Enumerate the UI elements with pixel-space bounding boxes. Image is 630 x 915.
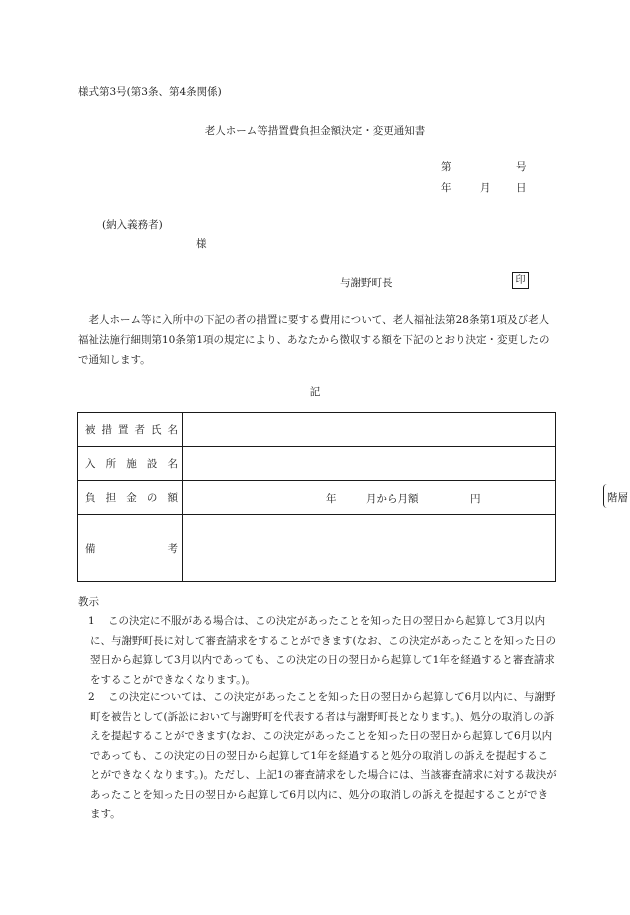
instructions-heading: 教示 [78, 596, 99, 608]
instruction-number: 2 [88, 691, 95, 703]
instruction-item [78, 612, 558, 690]
number-prefix: 第 [441, 161, 452, 173]
amount-value-cell [183, 481, 628, 515]
amount-month-label: 月から月額 [366, 493, 419, 505]
tier-label: 階層 [607, 492, 628, 504]
date-year: 年 [441, 182, 452, 194]
date-month: 月 [480, 182, 491, 194]
remarks-value-cell [183, 515, 556, 582]
amount-year: 年 [326, 493, 337, 505]
ki-heading: 記 [309, 386, 321, 398]
tier-bracket [603, 484, 630, 508]
number-suffix: 号 [516, 161, 527, 173]
row-label-remarks: 備 考 [78, 515, 183, 582]
date-day: 日 [516, 182, 527, 194]
name-value-cell [183, 413, 556, 447]
payer-label: (納入義務者) [102, 219, 163, 231]
table-row [78, 413, 556, 447]
instruction-text: この決定に不服がある場合は、この決定があったことを知った日の翌日から起算して3月以内に、与謝野町長に対して審査請求をすることができます(なお、この決定があったことを知った日の翌日から起算して3月以内であっても、この決定の日の翌日から起算して1年を経過すると審査請求をすることができなくなります。)。 [90, 615, 556, 686]
table-row [78, 515, 556, 582]
instruction-item [78, 688, 558, 825]
details-table [77, 412, 628, 582]
row-label-name: 被 措 置 者 氏 名 [78, 413, 183, 447]
payer-honorific: 様 [196, 238, 207, 250]
table-row [78, 481, 556, 515]
document-title: 老人ホーム等措置費負担金額決定・変更通知書 [204, 125, 426, 137]
form-number: 様式第3号(第3条、第4条関係) [78, 86, 222, 98]
facility-value-cell [183, 447, 556, 481]
issuer-name: 与謝野町長 [340, 277, 393, 289]
seal-mark: 印 [512, 272, 529, 289]
instruction-number: 1 [88, 615, 95, 627]
row-label-amount: 負 担 金 の 額 [78, 481, 183, 515]
row-label-facility: 入 所 施 設 名 [78, 447, 183, 481]
notice-body: 老人ホーム等に入所中の下記の者の措置に要する費用について、老人福祉法第28条第1項及び老人福祉法施行細則第10条第1項の規定により、あなたから徴収する額を下記のとおり決定・変更したので通知します。 [78, 314, 550, 366]
amount-yen: 円 [470, 493, 481, 505]
table-row [78, 447, 556, 481]
instruction-text: この決定については、この決定があったことを知った日の翌日から起算して6月以内に、与謝野町を被告として(訴訟において与謝野町を代表する者は与謝野町長となります。)、処分の取消しの訴えを提起することができます(なお、この決定があったことを知った日の翌日から起算して6月以内であっても、この決定の日の翌日から起算して1年を経過すると処分の取消しの訴えを提起することができなくなります。)。ただし、上記1の審査請求をした場合には、当該審査請求に対する裁決があったことを知った日の翌日から起算して6月以内に、処分の取消しの訴えを提起することができます。 [90, 691, 557, 820]
